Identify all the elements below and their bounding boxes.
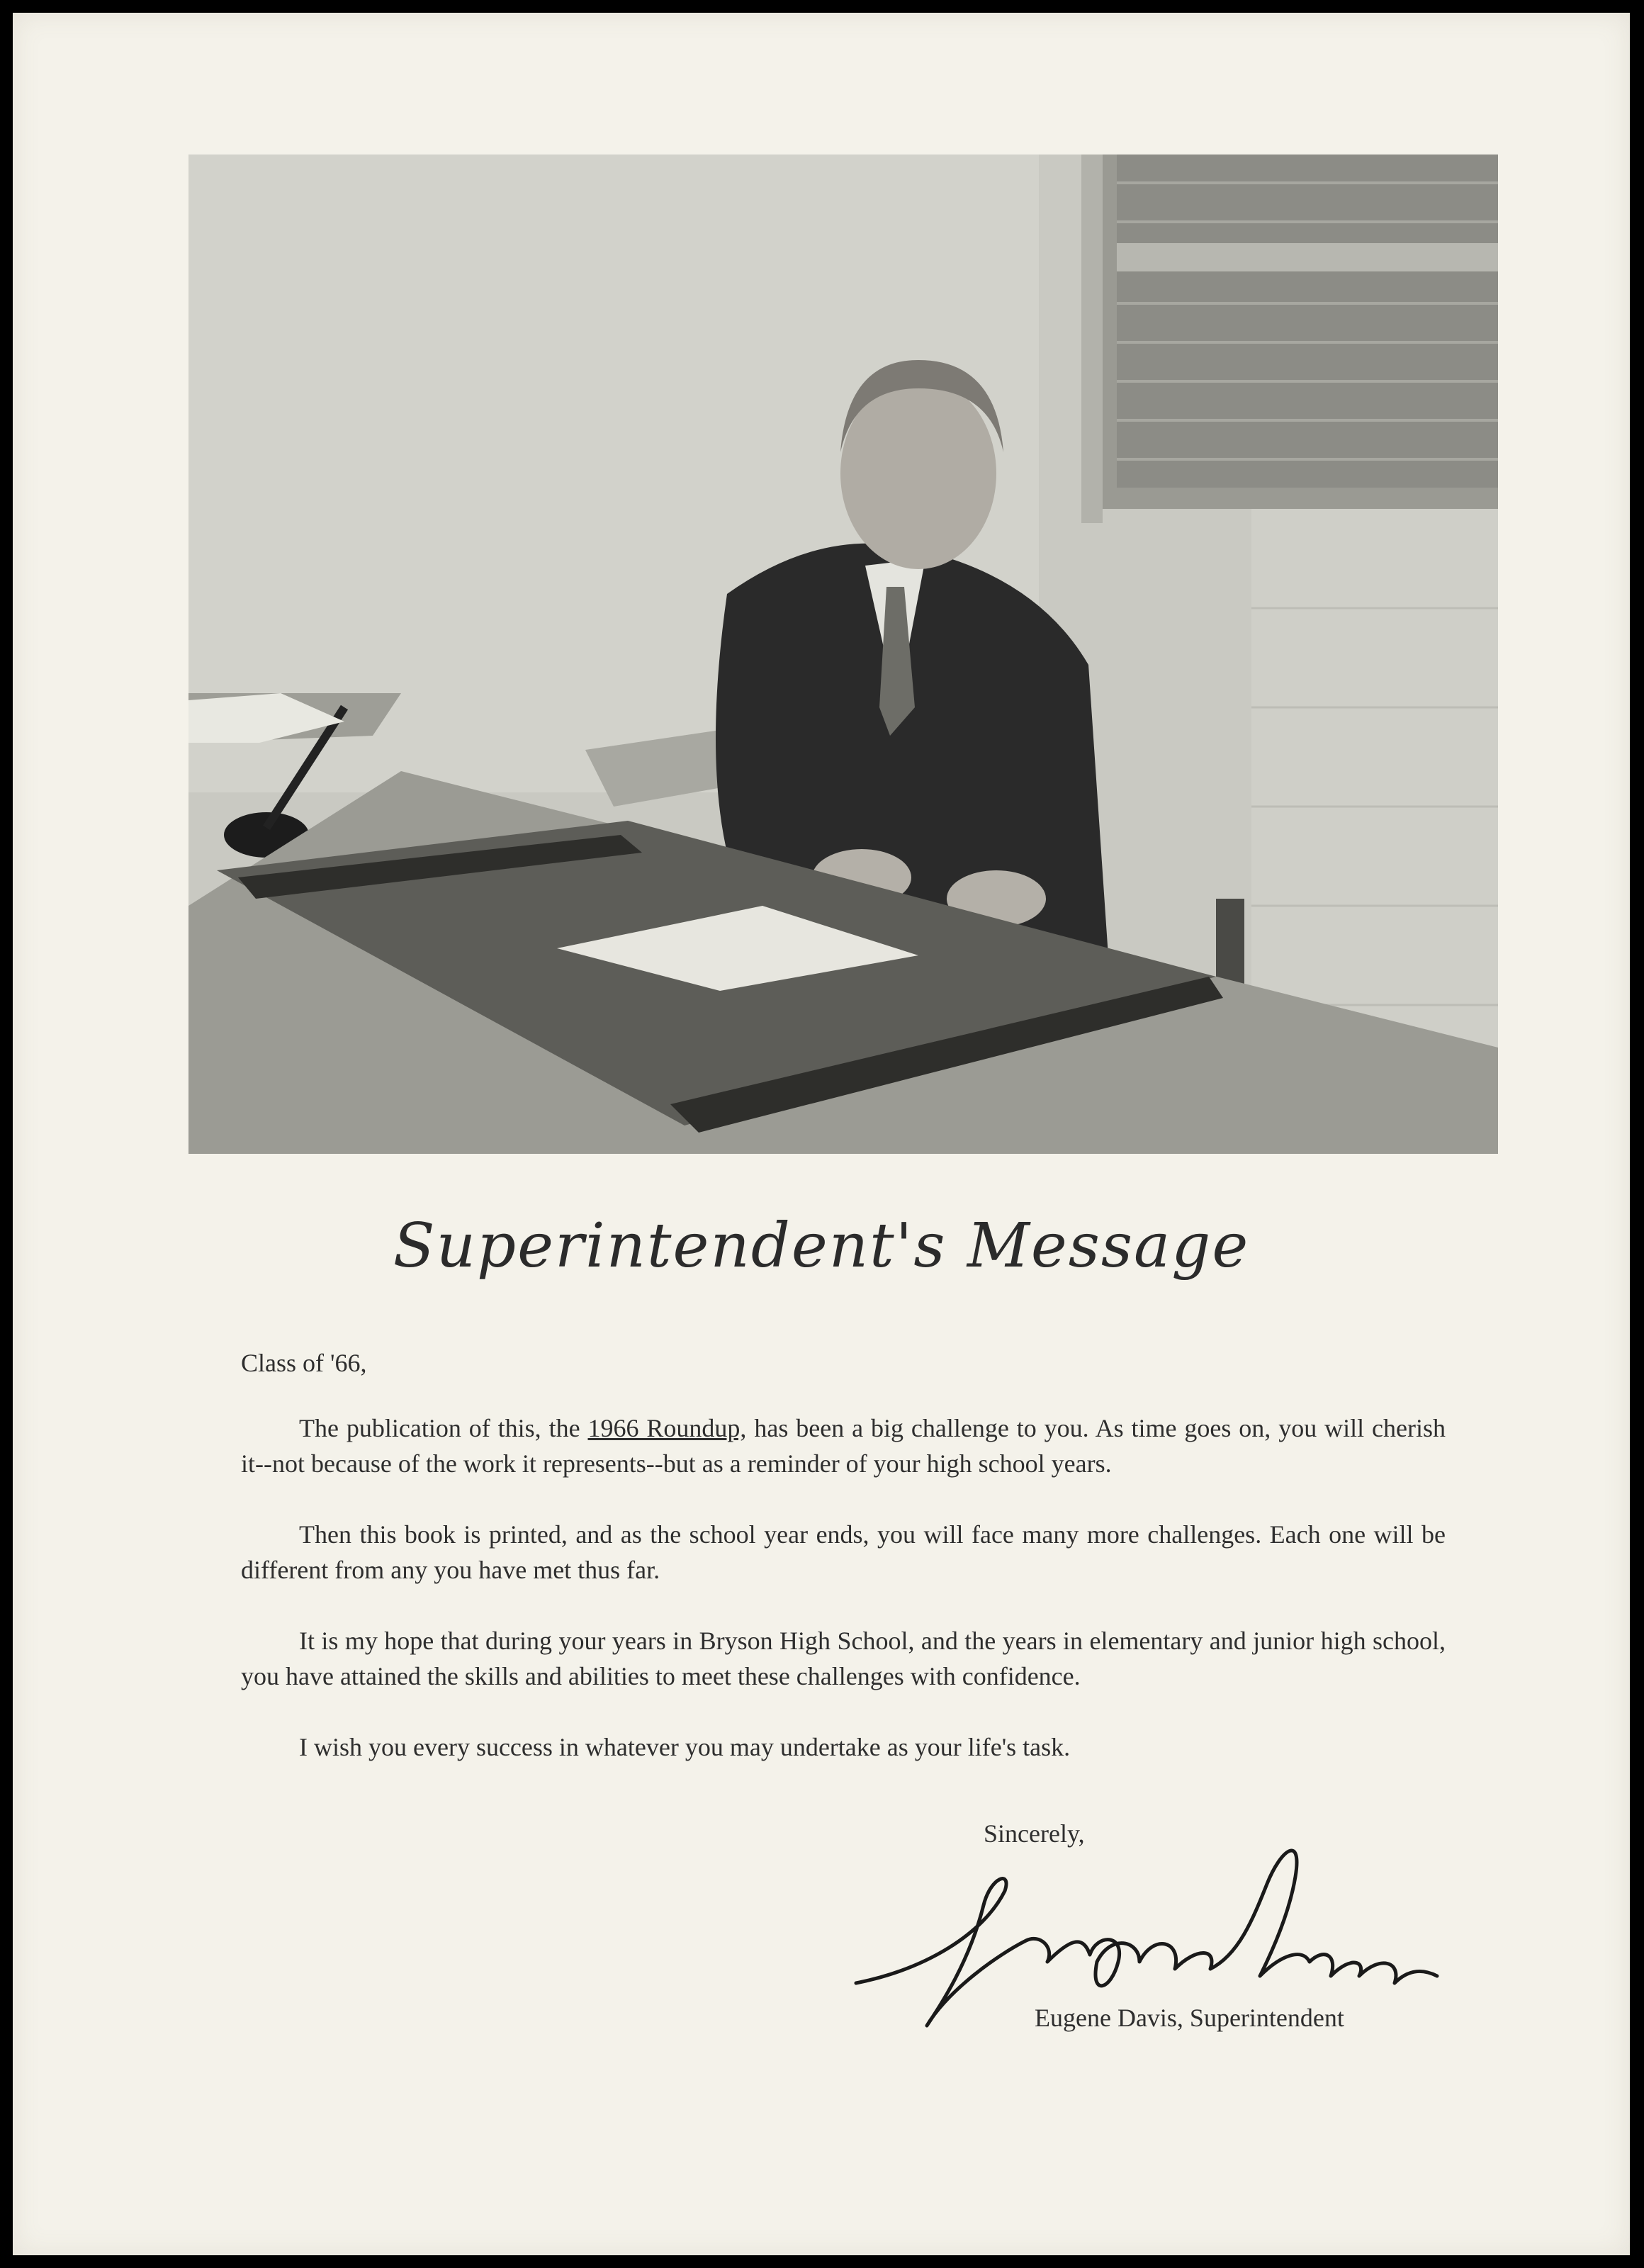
page-title: Superintendent's Message xyxy=(393,1211,1250,1281)
paragraph-4: I wish you every success in whatever you may undertake as your life's task. xyxy=(299,1733,1071,1761)
paragraph-3: It is my hope that during your years in Bryson High School, and the years in elementary and junior high school, you have attained the skills and abilities to meet these challenges with confidence. xyxy=(241,1627,1446,1690)
salutation: Class of '66, xyxy=(241,1349,367,1377)
signed-name: Eugene Davis, Superintendent xyxy=(1035,2004,1344,2032)
paragraph-1-text-b: has been a big challenge to you. As time goes on, you will cherish it--not because of the work it represents--but as a reminder of your high school years. xyxy=(241,1414,1446,1478)
paragraph-1-text-a: The publication of this, the xyxy=(299,1414,588,1442)
superintendent-photo xyxy=(188,155,1498,1154)
closing: Sincerely, xyxy=(984,1819,1085,1848)
yearbook-page xyxy=(13,13,1630,2255)
paragraph-1 xyxy=(241,1410,1446,1481)
paragraph-2: Then this book is printed, and as the school year ends, you will face many more challenges. Each one will be different from any you have met thus far. xyxy=(241,1520,1446,1584)
photo-icon xyxy=(188,155,1498,1154)
letter-body xyxy=(241,1345,1446,1800)
yearbook-title: 1966 Roundup, xyxy=(587,1414,747,1442)
